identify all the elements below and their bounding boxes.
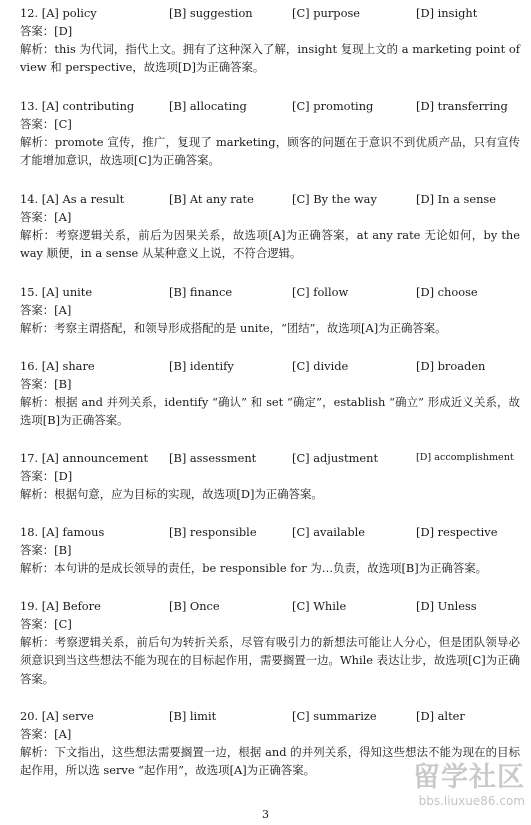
- option-d: [D] In a sense: [416, 192, 497, 206]
- question-15: [20, 283, 520, 337]
- option-d: [D] broaden: [416, 359, 486, 373]
- answer-line: 答案：[B]: [20, 543, 72, 557]
- option-a: [20, 190, 124, 208]
- options-row: [20, 707, 520, 725]
- question-18: [20, 523, 520, 577]
- watermark-logo: [375, 762, 525, 808]
- option-a: [20, 4, 97, 22]
- question-number: 17.: [20, 451, 39, 465]
- answer-line: 答案：[A]: [20, 210, 72, 224]
- page-number: 3: [262, 808, 269, 821]
- question-number: 18.: [20, 525, 39, 539]
- option-a: [20, 357, 95, 375]
- answer-line: 答案：[C]: [20, 617, 72, 631]
- question-12: [20, 4, 520, 77]
- question-number: 16.: [20, 359, 39, 373]
- question-14: [20, 190, 520, 263]
- explanation: 解析：this 为代词，指代上文。拥有了这种深入了解，insight 复现上文的 a marketing point of view 和 perspective，故选项[D]为正确答案。: [20, 42, 520, 75]
- answer-line: 答案：[D]: [20, 24, 73, 38]
- question-19: [20, 597, 520, 688]
- option-a-text: [A] share: [41, 359, 95, 373]
- option-b: [B] assessment: [169, 451, 257, 465]
- answer-line: 答案：[A]: [20, 303, 72, 317]
- answer-line: 答案：[D]: [20, 469, 73, 483]
- explanation: 解析：根据 and 并列关系，identify “确认” 和 set “确定”，establish “确立” 形成近义关系，故选项[B]为正确答案。: [20, 395, 520, 428]
- option-a: [20, 707, 94, 725]
- option-c: [C] adjustment: [292, 451, 379, 465]
- question-number: 13.: [20, 99, 39, 113]
- explanation: 解析：考察逻辑关系，前后句为转折关系，尽管有吸引力的新想法可能让人分心，但是团队领导必须意识到当这些想法不能为现在的目标起作用，需要搁置一边。While 表达让步，故选项[C]为正确答案。: [20, 635, 520, 686]
- explanation: 解析：本句讲的是成长领导的责任，be responsible for 为…负责，故选项[B]为正确答案。: [20, 561, 488, 575]
- question-number: 20.: [20, 709, 39, 723]
- option-d: [D] insight: [416, 6, 478, 20]
- option-c: [C] purpose: [292, 6, 361, 20]
- question-number: 12.: [20, 6, 39, 20]
- option-d: [D] transferring: [416, 99, 508, 113]
- option-b: [B] suggestion: [169, 6, 253, 20]
- option-a: [20, 97, 134, 115]
- option-c: [C] divide: [292, 359, 349, 373]
- option-c: [C] By the way: [292, 192, 377, 206]
- options-row: [20, 97, 520, 115]
- option-a-text: [A] serve: [41, 709, 94, 723]
- option-b: [B] identify: [169, 359, 234, 373]
- option-a-text: [A] Before: [41, 599, 101, 613]
- explanation: 解析：考察逻辑关系，前后为因果关系，故选项[A]为正确答案，at any rate 无论如何，by the way 顺便，in a sense 从某种意义上说，不符合逻辑。: [20, 228, 520, 261]
- option-c: [C] While: [292, 599, 347, 613]
- option-a-text: [A] contributing: [41, 99, 135, 113]
- option-b: [B] allocating: [169, 99, 247, 113]
- explanation: 解析：考察主谓搭配，和领导形成搭配的是 unite，“团结”，故选项[A]为正确答案。: [20, 321, 447, 335]
- explanation: 解析：根据句意，应为目标的实现，故选项[D]为正确答案。: [20, 487, 323, 501]
- options-row: [20, 190, 520, 208]
- option-b: [B] At any rate: [169, 192, 254, 206]
- explanation: 解析：下文指出，这些想法需要搁置一边，根据 and 的并列关系，得知这些想法不能为现在的目标起作用，所以选 serve “起作用”，故选项[A]为正确答案。: [20, 745, 520, 778]
- option-a-text: [A] policy: [41, 6, 97, 20]
- watermark-title: 留学社区: [413, 762, 525, 793]
- question-13: [20, 97, 520, 170]
- question-16: [20, 357, 520, 430]
- option-a: [20, 523, 104, 541]
- answer-line: 答案：[C]: [20, 117, 72, 131]
- option-c: [C] available: [292, 525, 365, 539]
- option-a-text: [A] famous: [41, 525, 105, 539]
- option-d: [D] choose: [416, 285, 478, 299]
- watermark-url: bbs.liuxue86.com: [418, 794, 525, 808]
- question-number: 15.: [20, 285, 39, 299]
- option-b: [B] limit: [169, 709, 217, 723]
- options-row: [20, 597, 520, 615]
- option-b: [B] finance: [169, 285, 233, 299]
- answer-line: 答案：[B]: [20, 377, 72, 391]
- option-a-text: [A] unite: [41, 285, 93, 299]
- question-17: [20, 449, 520, 503]
- option-a-text: [A] As a result: [41, 192, 125, 206]
- option-a-text: [A] announcement: [41, 451, 149, 465]
- option-c: [C] summarize: [292, 709, 377, 723]
- option-b: [B] responsible: [169, 525, 257, 539]
- options-row: [20, 4, 520, 22]
- question-number: 14.: [20, 192, 39, 206]
- option-d: [D] alter: [416, 709, 465, 723]
- explanation: 解析：promote 宣传，推广，复现了 marketing，顾客的问题在于意识不到优质产品，只有宣传才能增加意识，故选项[C]为正确答案。: [20, 135, 520, 168]
- option-a: [20, 283, 92, 301]
- options-row: [20, 449, 520, 467]
- option-a: [20, 597, 101, 615]
- option-b: [B] Once: [169, 599, 220, 613]
- option-a: [20, 449, 148, 467]
- answer-line: 答案：[A]: [20, 727, 72, 741]
- options-row: [20, 523, 520, 541]
- options-row: [20, 283, 520, 301]
- options-row: [20, 357, 520, 375]
- option-c: [C] follow: [292, 285, 349, 299]
- option-d: [D] accomplishment: [416, 452, 514, 463]
- question-number: 19.: [20, 599, 39, 613]
- option-c: [C] promoting: [292, 99, 374, 113]
- option-d: [D] Unless: [416, 599, 477, 613]
- option-d: [D] respective: [416, 525, 498, 539]
